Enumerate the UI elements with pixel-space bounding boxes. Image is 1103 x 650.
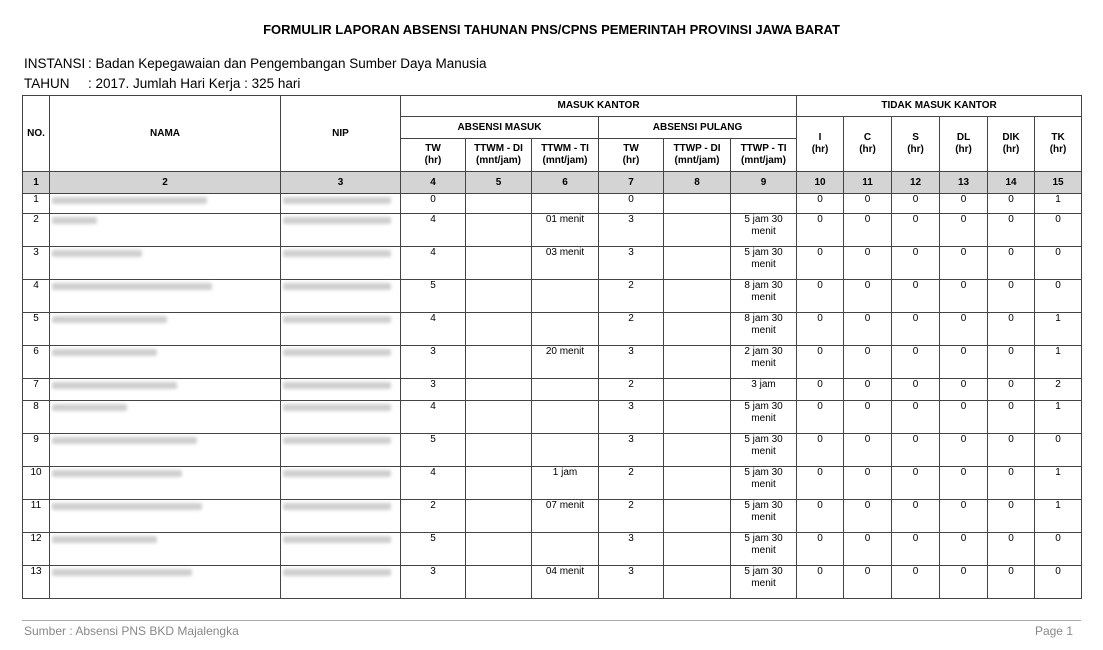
- table-row: [23, 533, 1082, 566]
- cell-ttwm-di: [466, 533, 532, 566]
- cell-i: 0: [797, 214, 844, 247]
- cell-s: 0: [892, 280, 940, 313]
- header-dik: DIK (hr): [988, 117, 1035, 172]
- cell-ttwm-di: [466, 566, 532, 599]
- column-number: 10: [797, 172, 844, 194]
- cell-s: 0: [892, 313, 940, 346]
- cell-ttwm-di: [466, 214, 532, 247]
- cell-tw-in: 4: [401, 401, 466, 434]
- cell-nama-redacted: [50, 346, 281, 379]
- cell-ttwp-di: [664, 566, 731, 599]
- cell-ttwp-di: [664, 467, 731, 500]
- cell-dl: 0: [940, 379, 988, 401]
- cell-ttwm-ti: [532, 280, 599, 313]
- cell-tw-in: 3: [401, 566, 466, 599]
- cell-nama-redacted: [50, 467, 281, 500]
- cell-tk: 0: [1035, 214, 1082, 247]
- cell-ttwm-ti: 01 menit: [532, 214, 599, 247]
- cell-ttwm-ti: 07 menit: [532, 500, 599, 533]
- column-number: 12: [892, 172, 940, 194]
- cell-tw-out: 2: [599, 280, 664, 313]
- cell-s: 0: [892, 214, 940, 247]
- column-number: 2: [50, 172, 281, 194]
- cell-nama-redacted: [50, 194, 281, 214]
- cell-ttwp-ti: 5 jam 30 menit: [731, 247, 797, 280]
- table-row: [23, 194, 1082, 214]
- cell-dik: 0: [988, 533, 1035, 566]
- cell-i: 0: [797, 379, 844, 401]
- cell-no: 4: [23, 280, 50, 313]
- cell-c: 0: [844, 401, 892, 434]
- cell-i: 0: [797, 247, 844, 280]
- cell-ttwm-ti: 1 jam: [532, 467, 599, 500]
- tahun-label: TAHUN: [24, 76, 70, 91]
- cell-tw-out: 0: [599, 194, 664, 214]
- attendance-table: [22, 95, 1082, 599]
- table-row: [23, 379, 1082, 401]
- cell-tw-in: 5: [401, 533, 466, 566]
- header-no: NO.: [23, 96, 50, 172]
- cell-ttwp-di: [664, 533, 731, 566]
- cell-s: 0: [892, 401, 940, 434]
- cell-nip-redacted: [281, 194, 401, 214]
- cell-ttwp-di: [664, 401, 731, 434]
- cell-no: 2: [23, 214, 50, 247]
- cell-ttwp-di: [664, 434, 731, 467]
- cell-tw-out: 3: [599, 247, 664, 280]
- cell-s: 0: [892, 434, 940, 467]
- cell-s: 0: [892, 467, 940, 500]
- cell-dik: 0: [988, 346, 1035, 379]
- header-tw-out: TW (hr): [599, 139, 664, 172]
- header-nama: NAMA: [50, 96, 281, 172]
- cell-nip-redacted: [281, 214, 401, 247]
- cell-nip-redacted: [281, 280, 401, 313]
- cell-c: 0: [844, 247, 892, 280]
- cell-ttwp-ti: 5 jam 30 menit: [731, 401, 797, 434]
- cell-ttwm-di: [466, 280, 532, 313]
- cell-dl: 0: [940, 434, 988, 467]
- cell-c: 0: [844, 500, 892, 533]
- column-number: 11: [844, 172, 892, 194]
- cell-dl: 0: [940, 280, 988, 313]
- cell-ttwm-ti: [532, 194, 599, 214]
- cell-dik: 0: [988, 379, 1035, 401]
- column-number: 9: [731, 172, 797, 194]
- header-absensi-masuk: ABSENSI MASUK: [401, 117, 599, 139]
- cell-tw-out: 3: [599, 401, 664, 434]
- cell-i: 0: [797, 194, 844, 214]
- header-c: C (hr): [844, 117, 892, 172]
- cell-no: 1: [23, 194, 50, 214]
- cell-tw-out: 3: [599, 346, 664, 379]
- cell-ttwp-di: [664, 247, 731, 280]
- cell-s: 0: [892, 533, 940, 566]
- cell-dl: 0: [940, 500, 988, 533]
- cell-tk: 1: [1035, 401, 1082, 434]
- cell-no: 5: [23, 313, 50, 346]
- cell-s: 0: [892, 500, 940, 533]
- cell-tk: 0: [1035, 566, 1082, 599]
- table-row: [23, 434, 1082, 467]
- cell-ttwm-di: [466, 346, 532, 379]
- footer-page-number: Page 1: [1034, 624, 1073, 638]
- header-s: S (hr): [892, 117, 940, 172]
- cell-s: 0: [892, 566, 940, 599]
- header-masuk-kantor: MASUK KANTOR: [401, 96, 797, 117]
- table-row: [23, 346, 1082, 379]
- footer-source: Sumber : Absensi PNS BKD Majalengka: [24, 624, 239, 638]
- cell-ttwm-di: [466, 500, 532, 533]
- cell-nip-redacted: [281, 379, 401, 401]
- cell-tw-out: 2: [599, 379, 664, 401]
- cell-ttwm-di: [466, 379, 532, 401]
- cell-ttwm-ti: 04 menit: [532, 566, 599, 599]
- cell-dik: 0: [988, 467, 1035, 500]
- cell-ttwp-ti: [731, 194, 797, 214]
- header-absensi-pulang: ABSENSI PULANG: [599, 117, 797, 139]
- cell-s: 0: [892, 379, 940, 401]
- cell-dik: 0: [988, 214, 1035, 247]
- column-number: 15: [1035, 172, 1082, 194]
- cell-nama-redacted: [50, 401, 281, 434]
- cell-ttwp-di: [664, 214, 731, 247]
- column-number: 8: [664, 172, 731, 194]
- cell-i: 0: [797, 500, 844, 533]
- cell-nama-redacted: [50, 566, 281, 599]
- cell-ttwp-ti: 2 jam 30 menit: [731, 346, 797, 379]
- cell-ttwp-ti: 5 jam 30 menit: [731, 500, 797, 533]
- cell-ttwp-ti: 8 jam 30 menit: [731, 280, 797, 313]
- cell-ttwm-di: [466, 194, 532, 214]
- column-number: 5: [466, 172, 532, 194]
- column-number: 3: [281, 172, 401, 194]
- column-number: 6: [532, 172, 599, 194]
- cell-nama-redacted: [50, 434, 281, 467]
- cell-no: 10: [23, 467, 50, 500]
- cell-tk: 1: [1035, 500, 1082, 533]
- cell-dik: 0: [988, 401, 1035, 434]
- cell-i: 0: [797, 346, 844, 379]
- cell-tw-out: 2: [599, 467, 664, 500]
- header-ttwp-di: TTWP - DI (mnt/jam): [664, 139, 731, 172]
- cell-tw-out: 3: [599, 434, 664, 467]
- instansi-value: : Badan Kepegawaian dan Pengembangan Sumber Daya Manusia: [88, 56, 487, 71]
- cell-dl: 0: [940, 346, 988, 379]
- cell-ttwp-di: [664, 194, 731, 214]
- cell-nip-redacted: [281, 467, 401, 500]
- cell-dl: 0: [940, 467, 988, 500]
- cell-dl: 0: [940, 194, 988, 214]
- cell-tw-out: 3: [599, 214, 664, 247]
- cell-tw-out: 3: [599, 533, 664, 566]
- cell-no: 8: [23, 401, 50, 434]
- header-nip: NIP: [281, 96, 401, 172]
- cell-i: 0: [797, 467, 844, 500]
- cell-nip-redacted: [281, 434, 401, 467]
- column-number: 14: [988, 172, 1035, 194]
- column-number: 4: [401, 172, 466, 194]
- cell-i: 0: [797, 566, 844, 599]
- cell-ttwm-di: [466, 401, 532, 434]
- cell-tw-in: 0: [401, 194, 466, 214]
- cell-ttwp-di: [664, 313, 731, 346]
- cell-dik: 0: [988, 500, 1035, 533]
- cell-dik: 0: [988, 194, 1035, 214]
- instansi-line: [24, 56, 487, 71]
- cell-c: 0: [844, 313, 892, 346]
- cell-nama-redacted: [50, 379, 281, 401]
- cell-tk: 2: [1035, 379, 1082, 401]
- cell-nip-redacted: [281, 247, 401, 280]
- cell-tw-in: 4: [401, 313, 466, 346]
- cell-ttwp-di: [664, 346, 731, 379]
- cell-ttwm-ti: [532, 379, 599, 401]
- cell-nip-redacted: [281, 566, 401, 599]
- cell-c: 0: [844, 346, 892, 379]
- cell-no: 12: [23, 533, 50, 566]
- cell-ttwm-di: [466, 434, 532, 467]
- table-row: [23, 467, 1082, 500]
- cell-i: 0: [797, 401, 844, 434]
- cell-ttwm-ti: [532, 401, 599, 434]
- cell-c: 0: [844, 533, 892, 566]
- column-number: 1: [23, 172, 50, 194]
- column-number: 13: [940, 172, 988, 194]
- instansi-label: INSTANSI: [24, 56, 86, 71]
- cell-tk: 1: [1035, 194, 1082, 214]
- cell-no: 11: [23, 500, 50, 533]
- cell-tw-in: 2: [401, 500, 466, 533]
- cell-c: 0: [844, 379, 892, 401]
- cell-nama-redacted: [50, 533, 281, 566]
- cell-ttwm-ti: 20 menit: [532, 346, 599, 379]
- cell-dl: 0: [940, 247, 988, 280]
- column-number: 7: [599, 172, 664, 194]
- cell-dl: 0: [940, 533, 988, 566]
- cell-tw-in: 4: [401, 467, 466, 500]
- cell-ttwp-ti: 5 jam 30 menit: [731, 467, 797, 500]
- cell-no: 6: [23, 346, 50, 379]
- tahun-line: [24, 76, 300, 91]
- cell-i: 0: [797, 280, 844, 313]
- header-tw-in: TW (hr): [401, 139, 466, 172]
- table-row: [23, 500, 1082, 533]
- cell-c: 0: [844, 280, 892, 313]
- cell-no: 7: [23, 379, 50, 401]
- cell-ttwp-ti: 5 jam 30 menit: [731, 214, 797, 247]
- footer-divider: [22, 620, 1081, 621]
- cell-tk: 0: [1035, 247, 1082, 280]
- table-row: [23, 566, 1082, 599]
- cell-tk: 1: [1035, 346, 1082, 379]
- cell-c: 0: [844, 214, 892, 247]
- cell-s: 0: [892, 346, 940, 379]
- table-body: [23, 194, 1082, 599]
- cell-nama-redacted: [50, 280, 281, 313]
- cell-tw-in: 4: [401, 214, 466, 247]
- cell-ttwp-ti: 5 jam 30 menit: [731, 566, 797, 599]
- cell-i: 0: [797, 434, 844, 467]
- cell-nip-redacted: [281, 346, 401, 379]
- cell-dik: 0: [988, 434, 1035, 467]
- cell-c: 0: [844, 467, 892, 500]
- cell-ttwp-ti: 5 jam 30 menit: [731, 533, 797, 566]
- cell-dl: 0: [940, 401, 988, 434]
- cell-i: 0: [797, 313, 844, 346]
- cell-tk: 0: [1035, 280, 1082, 313]
- cell-ttwp-ti: 8 jam 30 menit: [731, 313, 797, 346]
- cell-ttwm-di: [466, 313, 532, 346]
- cell-i: 0: [797, 533, 844, 566]
- cell-dik: 0: [988, 313, 1035, 346]
- header-tk: TK (hr): [1035, 117, 1082, 172]
- cell-tk: 0: [1035, 434, 1082, 467]
- cell-s: 0: [892, 247, 940, 280]
- cell-s: 0: [892, 194, 940, 214]
- header-ttwm-di: TTWM - DI (mnt/jam): [466, 139, 532, 172]
- cell-tw-out: 2: [599, 313, 664, 346]
- cell-ttwp-di: [664, 379, 731, 401]
- table-row: [23, 247, 1082, 280]
- cell-dl: 0: [940, 214, 988, 247]
- cell-c: 0: [844, 566, 892, 599]
- cell-tk: 0: [1035, 533, 1082, 566]
- cell-ttwm-ti: 03 menit: [532, 247, 599, 280]
- header-dl: DL (hr): [940, 117, 988, 172]
- cell-dik: 0: [988, 247, 1035, 280]
- cell-tw-in: 3: [401, 346, 466, 379]
- cell-tk: 1: [1035, 313, 1082, 346]
- cell-dik: 0: [988, 280, 1035, 313]
- cell-ttwm-ti: [532, 313, 599, 346]
- column-number-row: [23, 172, 1082, 194]
- cell-no: 9: [23, 434, 50, 467]
- header-ttwm-ti: TTWM - TI (mnt/jam): [532, 139, 599, 172]
- cell-ttwm-di: [466, 247, 532, 280]
- cell-nip-redacted: [281, 533, 401, 566]
- cell-tw-in: 3: [401, 379, 466, 401]
- cell-nama-redacted: [50, 214, 281, 247]
- cell-ttwp-ti: 3 jam: [731, 379, 797, 401]
- cell-nip-redacted: [281, 500, 401, 533]
- header-ttwp-ti: TTWP - TI (mnt/jam): [731, 139, 797, 172]
- cell-tw-out: 3: [599, 566, 664, 599]
- cell-tw-out: 2: [599, 500, 664, 533]
- cell-tw-in: 5: [401, 434, 466, 467]
- cell-no: 3: [23, 247, 50, 280]
- cell-nip-redacted: [281, 313, 401, 346]
- cell-ttwp-di: [664, 280, 731, 313]
- cell-dl: 0: [940, 566, 988, 599]
- cell-ttwm-ti: [532, 533, 599, 566]
- table-row: [23, 214, 1082, 247]
- header-tidak-masuk-kantor: TIDAK MASUK KANTOR: [797, 96, 1082, 117]
- header-i: I (hr): [797, 117, 844, 172]
- cell-ttwm-di: [466, 467, 532, 500]
- cell-ttwm-ti: [532, 434, 599, 467]
- cell-tw-in: 5: [401, 280, 466, 313]
- tahun-value: : 2017. Jumlah Hari Kerja : 325 hari: [88, 76, 301, 91]
- table-row: [23, 280, 1082, 313]
- table-row: [23, 401, 1082, 434]
- cell-tw-in: 4: [401, 247, 466, 280]
- report-title: FORMULIR LAPORAN ABSENSI TAHUNAN PNS/CPNS PEMERINTAH PROVINSI JAWA BARAT: [263, 22, 840, 37]
- cell-no: 13: [23, 566, 50, 599]
- cell-c: 0: [844, 194, 892, 214]
- cell-nama-redacted: [50, 247, 281, 280]
- table-row: [23, 313, 1082, 346]
- cell-tk: 1: [1035, 467, 1082, 500]
- cell-nama-redacted: [50, 500, 281, 533]
- cell-dik: 0: [988, 566, 1035, 599]
- cell-ttwp-di: [664, 500, 731, 533]
- cell-dl: 0: [940, 313, 988, 346]
- cell-c: 0: [844, 434, 892, 467]
- cell-ttwp-ti: 5 jam 30 menit: [731, 434, 797, 467]
- cell-nip-redacted: [281, 401, 401, 434]
- cell-nama-redacted: [50, 313, 281, 346]
